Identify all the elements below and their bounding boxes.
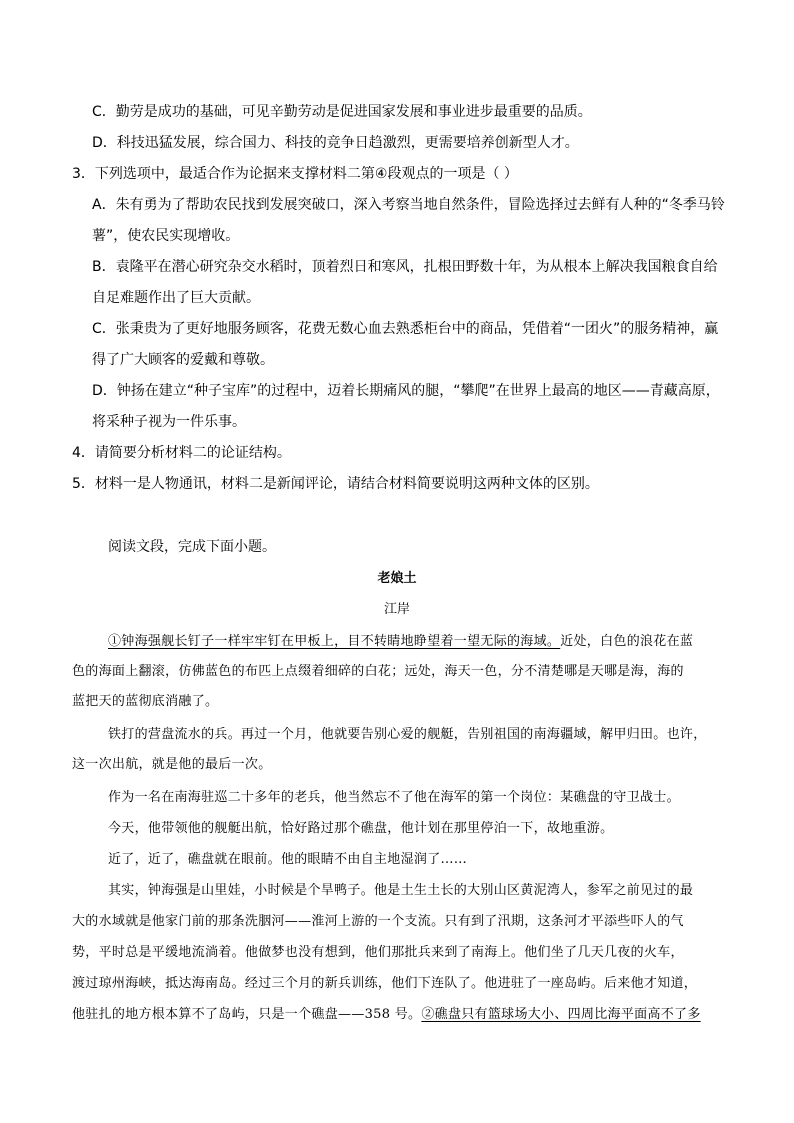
q3-stem: 3．下列选项中，最适合作为论据来支撑材料二第④段观点的一项是（ ） bbox=[72, 166, 518, 182]
underlined-sentence-1: ①钟海强舰长钉子一样牢牢钉在甲板上，目不转睛地睁望着一望无际的海域。 bbox=[108, 634, 561, 649]
paragraph-1-line-1-tail: 近处，白色的浪花在蓝 bbox=[560, 634, 694, 649]
q3-option-a-line1: A．朱有勇为了帮助农民找到发展突破口，深入考察当地自然条件，冒险选择过去鲜有人种的“冬季马铃 bbox=[92, 197, 725, 213]
paragraph-1-line-1 bbox=[108, 632, 693, 652]
q3-option-d-line1: D．钟扬在建立“种子宝库”的过程中，迈着长期痛风的腿，“攀爬”在世界上最高的地区——青藏高原， bbox=[92, 383, 720, 399]
reading-intro: 阅读文段，完成下面小题。 bbox=[108, 539, 276, 555]
paragraph-1-line-2: 色的海面上翻滚，仿佛蓝色的布匹上点缀着细碎的白花；远处，海天一色，分不清楚哪是天哪是海，海的 bbox=[72, 664, 684, 679]
paragraph-4: 今天，他带领他的舰艇出航，恰好路过那个礁盘，他计划在那里停泊一下，故地重游。 bbox=[108, 821, 614, 836]
underlined-sentence-2: ②礁盘只有篮球场大小、四周比海平面高不了多 bbox=[421, 1007, 701, 1022]
paragraph-2-line-1: 铁打的营盘流水的兵。再过一个月，他就要告别心爱的舰艇，告别祖国的南海疆域，解甲归田。也许， bbox=[108, 727, 707, 742]
q2-option-c: C．勤劳是成功的基础，可见辛勤劳动是促进国家发展和事业进步最重要的品质。 bbox=[92, 104, 592, 120]
paragraph-6-line-1: 其实，钟海强是山里娃，小时候是个旱鸭子。他是土生土长的大别山区黄泥湾人，参军之前见过的最 bbox=[108, 883, 694, 898]
paragraph-2-line-2: 这一次出航，就是他的最后一次。 bbox=[72, 757, 272, 772]
q3-option-b-line2: 自足难题作出了巨大贡献。 bbox=[92, 290, 260, 306]
paragraph-6-line-5 bbox=[72, 1005, 701, 1025]
paragraph-3: 作为一名在南海驻巡二十多年的老兵，他当然忘不了他在海军的第一个岗位：某礁盘的守卫战士。 bbox=[108, 790, 680, 805]
paragraph-1-line-3: 蓝把天的蓝彻底消融了。 bbox=[72, 694, 219, 709]
q4-stem: 4．请简要分析材料二的论证结构。 bbox=[72, 445, 291, 461]
q3-option-c-line1: C．张秉贵为了更好地服务顾客，花费无数心血去熟悉柜台中的商品，凭借着“一团火”的服务精神，赢 bbox=[92, 321, 719, 337]
q3-option-c-line2: 得了广大顾客的爱戴和尊敬。 bbox=[92, 352, 274, 368]
article-author: 江岸 bbox=[383, 602, 410, 617]
article-title: 老娘土 bbox=[377, 571, 417, 586]
paragraph-6-line-5-head: 他驻扎的地方根本算不了岛屿，只是一个礁盘——358 号。 bbox=[72, 1007, 422, 1022]
paragraph-6-line-3: 势，平时总是平缓地流淌着。他做梦也没有想到，他们那批兵来到了南海上。他们坐了几天几夜的火车， bbox=[72, 945, 684, 960]
paragraph-6-line-4: 渡过琼州海峡，抵达海南岛。经过三个月的新兵训练，他们下连队了。他进驻了一座岛屿。后来他才知道， bbox=[72, 976, 698, 991]
q5-stem: 5．材料一是人物通讯，材料二是新闻评论，请结合材料简要说明这两种文体的区别。 bbox=[72, 476, 599, 492]
paragraph-6-line-2: 大的水域就是他家门前的那条洗胭河——淮河上游的一个支流。只有到了汛期，这条河才平添些吓人的气 bbox=[72, 914, 684, 929]
q3-option-b-line1: B．袁隆平在潜心研究杂交水稻时，顶着烈日和寒风，扎根田野数十年，为从根本上解决我国粮食自给 bbox=[92, 259, 718, 275]
q3-option-d-line2: 将采种子视为一件乐事。 bbox=[92, 414, 246, 430]
q3-option-a-line2: 薯”，使农民实现增收。 bbox=[92, 228, 240, 244]
paragraph-5: 近了，近了，礁盘就在眼前。他的眼睛不由自主地湿润了…… bbox=[108, 852, 468, 867]
q2-option-d: D．科技迅猛发展，综合国力、科技的竞争日趋激烈，更需要培养创新型人才。 bbox=[92, 135, 579, 151]
